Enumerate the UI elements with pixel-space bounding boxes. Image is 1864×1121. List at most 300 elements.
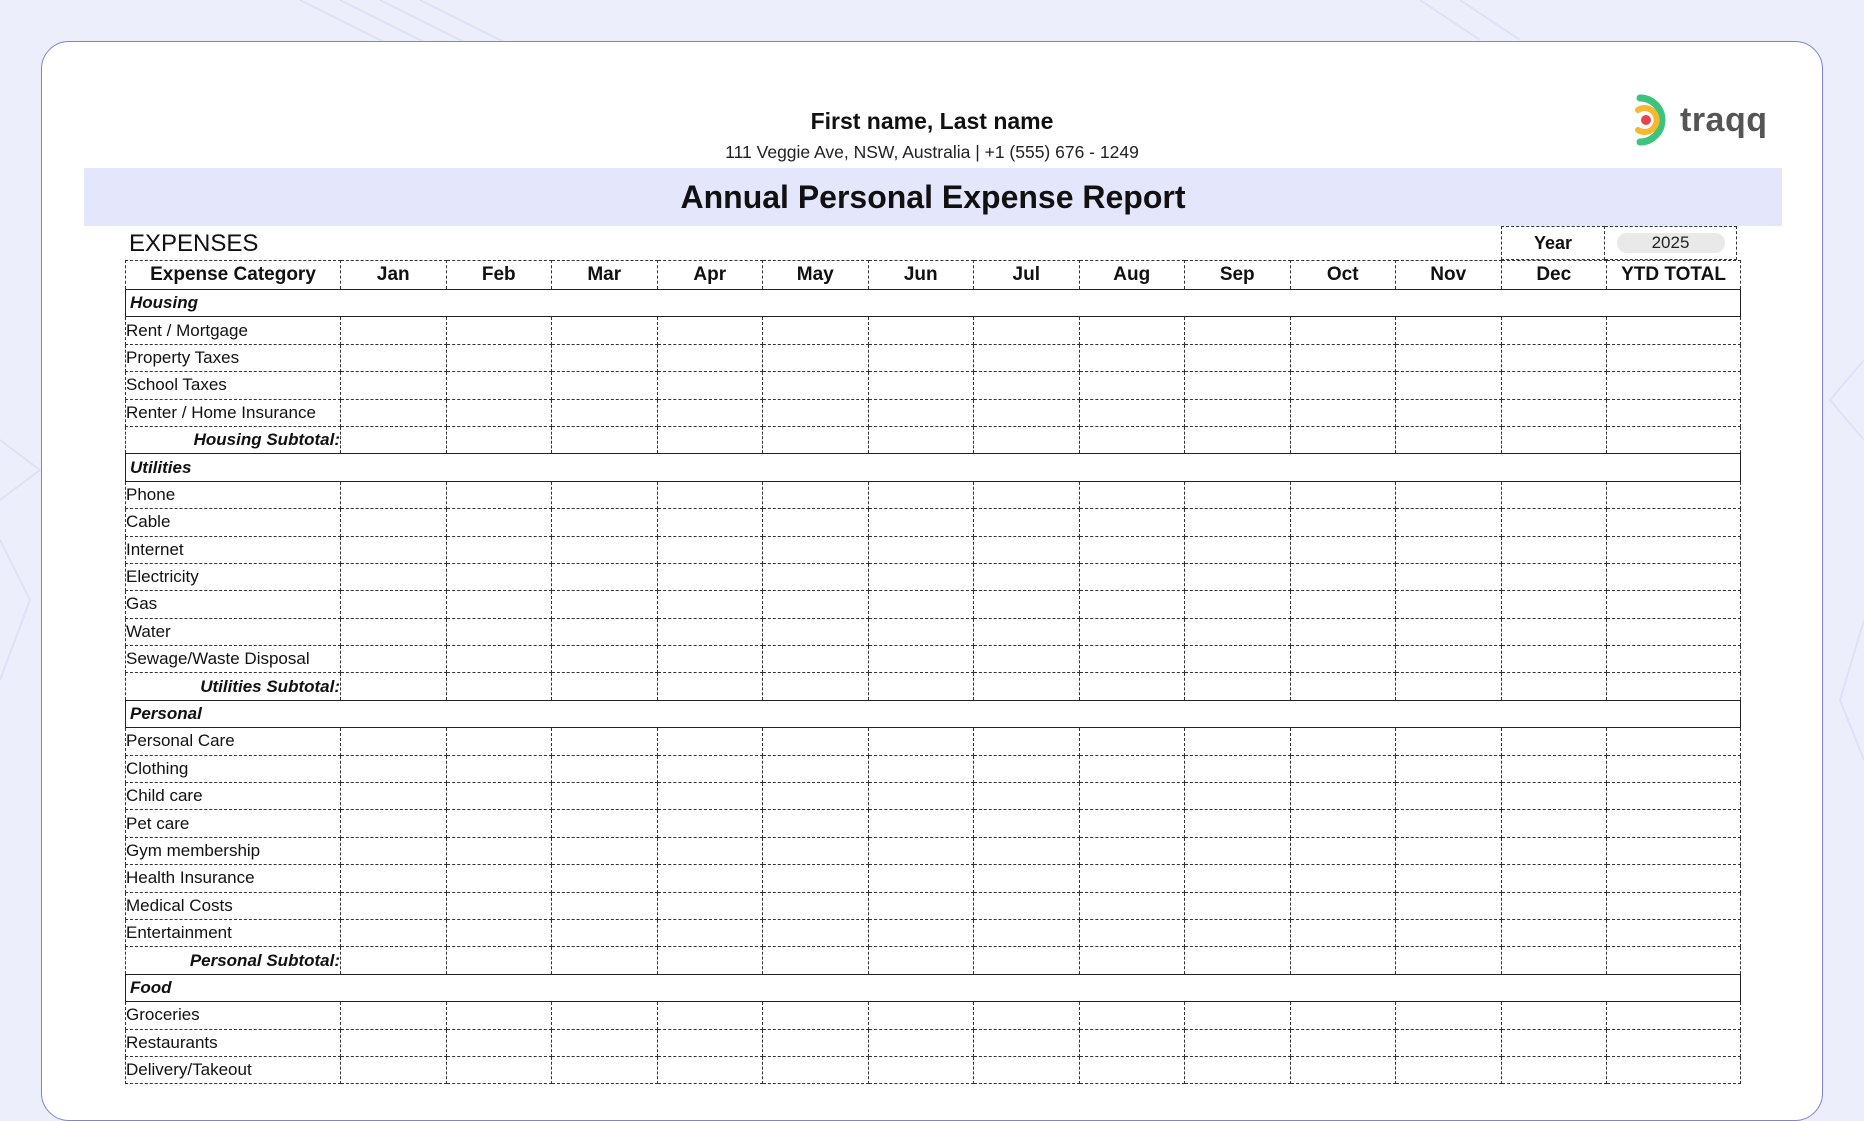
value-cell[interactable] [763,646,869,673]
value-cell[interactable] [1396,618,1502,645]
value-cell[interactable] [763,1002,869,1029]
value-cell[interactable] [1079,317,1185,344]
value-cell[interactable] [1396,399,1502,426]
value-cell[interactable] [1079,837,1185,864]
value-cell[interactable] [974,673,1080,700]
value-cell[interactable] [1501,783,1607,810]
value-cell[interactable] [763,755,869,782]
value-cell[interactable] [1290,481,1396,508]
value-cell[interactable] [1396,563,1502,590]
value-cell[interactable] [1079,344,1185,371]
value-cell[interactable] [1607,1056,1741,1083]
value-cell[interactable] [657,865,763,892]
value-cell[interactable] [657,673,763,700]
value-cell[interactable] [552,1002,658,1029]
value-cell[interactable] [1079,783,1185,810]
value-cell[interactable] [974,1029,1080,1056]
value-cell[interactable] [1501,728,1607,755]
value-cell[interactable] [657,646,763,673]
value-cell[interactable] [1290,1029,1396,1056]
value-cell[interactable] [552,563,658,590]
value-cell[interactable] [763,317,869,344]
value-cell[interactable] [1396,591,1502,618]
value-cell[interactable] [974,646,1080,673]
value-cell[interactable] [1290,673,1396,700]
value-cell[interactable] [341,399,447,426]
value-cell[interactable] [1079,372,1185,399]
value-cell[interactable] [552,1056,658,1083]
value-cell[interactable] [1607,1029,1741,1056]
value-cell[interactable] [341,317,447,344]
value-cell[interactable] [657,755,763,782]
value-cell[interactable] [446,344,552,371]
value-cell[interactable] [974,344,1080,371]
value-cell[interactable] [1607,947,1741,974]
value-cell[interactable] [974,892,1080,919]
value-cell[interactable] [1185,837,1291,864]
value-cell[interactable] [446,755,552,782]
value-cell[interactable] [1079,481,1185,508]
value-cell[interactable] [1501,426,1607,453]
value-cell[interactable] [1290,536,1396,563]
value-cell[interactable] [1290,755,1396,782]
value-cell[interactable] [868,755,974,782]
value-cell[interactable] [1290,426,1396,453]
value-cell[interactable] [1185,783,1291,810]
value-cell[interactable] [868,1002,974,1029]
value-cell[interactable] [1501,618,1607,645]
value-cell[interactable] [552,509,658,536]
value-cell[interactable] [552,810,658,837]
value-cell[interactable] [868,947,974,974]
value-cell[interactable] [657,536,763,563]
value-cell[interactable] [763,810,869,837]
value-cell[interactable] [868,509,974,536]
value-cell[interactable] [763,591,869,618]
value-cell[interactable] [868,536,974,563]
value-cell[interactable] [1079,673,1185,700]
value-cell[interactable] [341,810,447,837]
value-cell[interactable] [1079,536,1185,563]
value-cell[interactable] [446,481,552,508]
value-cell[interactable] [446,618,552,645]
value-cell[interactable] [1185,536,1291,563]
value-cell[interactable] [1396,755,1502,782]
value-cell[interactable] [446,673,552,700]
value-cell[interactable] [552,481,658,508]
value-cell[interactable] [1396,919,1502,946]
value-cell[interactable] [974,426,1080,453]
value-cell[interactable] [446,892,552,919]
value-cell[interactable] [446,536,552,563]
value-cell[interactable] [1607,755,1741,782]
value-cell[interactable] [1501,1002,1607,1029]
value-cell[interactable] [1501,1029,1607,1056]
value-cell[interactable] [974,1056,1080,1083]
value-cell[interactable] [552,536,658,563]
value-cell[interactable] [1079,947,1185,974]
value-cell[interactable] [446,646,552,673]
value-cell[interactable] [1607,783,1741,810]
value-cell[interactable] [1501,810,1607,837]
value-cell[interactable] [1079,509,1185,536]
value-cell[interactable] [1501,865,1607,892]
value-cell[interactable] [763,618,869,645]
value-cell[interactable] [1290,837,1396,864]
value-cell[interactable] [1079,919,1185,946]
value-cell[interactable] [341,646,447,673]
value-cell[interactable] [974,865,1080,892]
value-cell[interactable] [1501,591,1607,618]
value-cell[interactable] [1079,646,1185,673]
value-cell[interactable] [763,919,869,946]
value-cell[interactable] [763,1029,869,1056]
value-cell[interactable] [657,509,763,536]
value-cell[interactable] [1396,509,1502,536]
value-cell[interactable] [868,563,974,590]
value-cell[interactable] [552,728,658,755]
value-cell[interactable] [1501,481,1607,508]
value-cell[interactable] [1185,509,1291,536]
value-cell[interactable] [763,1056,869,1083]
value-cell[interactable] [974,947,1080,974]
value-cell[interactable] [1396,481,1502,508]
value-cell[interactable] [1185,865,1291,892]
value-cell[interactable] [868,810,974,837]
value-cell[interactable] [763,536,869,563]
value-cell[interactable] [1396,947,1502,974]
value-cell[interactable] [763,563,869,590]
value-cell[interactable] [552,755,658,782]
value-cell[interactable] [341,1029,447,1056]
value-cell[interactable] [1607,344,1741,371]
value-cell[interactable] [657,1056,763,1083]
value-cell[interactable] [1185,919,1291,946]
value-cell[interactable] [1396,837,1502,864]
value-cell[interactable] [341,563,447,590]
value-cell[interactable] [974,919,1080,946]
value-cell[interactable] [446,317,552,344]
value-cell[interactable] [657,892,763,919]
value-cell[interactable] [1396,426,1502,453]
value-cell[interactable] [868,1056,974,1083]
value-cell[interactable] [868,372,974,399]
value-cell[interactable] [1185,426,1291,453]
value-cell[interactable] [1185,372,1291,399]
value-cell[interactable] [763,947,869,974]
value-cell[interactable] [974,481,1080,508]
value-cell[interactable] [341,481,447,508]
value-cell[interactable] [1290,317,1396,344]
value-cell[interactable] [763,783,869,810]
value-cell[interactable] [1501,372,1607,399]
value-cell[interactable] [1185,1002,1291,1029]
value-cell[interactable] [657,783,763,810]
value-cell[interactable] [657,810,763,837]
value-cell[interactable] [657,399,763,426]
value-cell[interactable] [763,673,869,700]
value-cell[interactable] [974,591,1080,618]
value-cell[interactable] [446,1056,552,1083]
value-cell[interactable] [1396,372,1502,399]
value-cell[interactable] [1607,536,1741,563]
value-cell[interactable] [1290,618,1396,645]
value-cell[interactable] [763,892,869,919]
value-cell[interactable] [1079,810,1185,837]
value-cell[interactable] [341,536,447,563]
value-cell[interactable] [1290,865,1396,892]
value-cell[interactable] [1185,1029,1291,1056]
value-cell[interactable] [1396,865,1502,892]
value-cell[interactable] [341,837,447,864]
value-cell[interactable] [341,892,447,919]
value-cell[interactable] [1396,1056,1502,1083]
value-cell[interactable] [1607,728,1741,755]
value-cell[interactable] [446,591,552,618]
value-cell[interactable] [1185,755,1291,782]
value-cell[interactable] [1290,919,1396,946]
value-cell[interactable] [446,947,552,974]
value-cell[interactable] [974,536,1080,563]
value-cell[interactable] [446,919,552,946]
value-cell[interactable] [1079,728,1185,755]
value-cell[interactable] [763,372,869,399]
value-cell[interactable] [1185,673,1291,700]
value-cell[interactable] [974,372,1080,399]
value-cell[interactable] [341,509,447,536]
year-value[interactable]: 2025 [1617,233,1725,253]
value-cell[interactable] [974,783,1080,810]
value-cell[interactable] [1290,947,1396,974]
value-cell[interactable] [1185,1056,1291,1083]
value-cell[interactable] [446,783,552,810]
value-cell[interactable] [657,481,763,508]
value-cell[interactable] [1501,1056,1607,1083]
value-cell[interactable] [1501,837,1607,864]
value-cell[interactable] [1185,947,1291,974]
value-cell[interactable] [341,591,447,618]
value-cell[interactable] [341,426,447,453]
value-cell[interactable] [1079,618,1185,645]
value-cell[interactable] [1185,591,1291,618]
value-cell[interactable] [1607,481,1741,508]
value-cell[interactable] [868,481,974,508]
value-cell[interactable] [1607,372,1741,399]
value-cell[interactable] [446,837,552,864]
value-cell[interactable] [974,837,1080,864]
value-cell[interactable] [1290,399,1396,426]
value-cell[interactable] [1290,728,1396,755]
value-cell[interactable] [552,344,658,371]
value-cell[interactable] [1396,536,1502,563]
value-cell[interactable] [1607,509,1741,536]
value-cell[interactable] [1396,783,1502,810]
value-cell[interactable] [657,728,763,755]
value-cell[interactable] [868,426,974,453]
value-cell[interactable] [446,810,552,837]
value-cell[interactable] [763,837,869,864]
value-cell[interactable] [1396,1029,1502,1056]
value-cell[interactable] [1290,1056,1396,1083]
value-cell[interactable] [763,399,869,426]
value-cell[interactable] [1185,810,1291,837]
value-cell[interactable] [1501,399,1607,426]
value-cell[interactable] [657,563,763,590]
value-cell[interactable] [657,591,763,618]
value-cell[interactable] [974,399,1080,426]
value-cell[interactable] [1607,810,1741,837]
value-cell[interactable] [657,919,763,946]
value-cell[interactable] [1290,810,1396,837]
value-cell[interactable] [657,372,763,399]
value-cell[interactable] [1501,563,1607,590]
value-cell[interactable] [446,1002,552,1029]
value-cell[interactable] [868,837,974,864]
value-cell[interactable] [1079,1002,1185,1029]
year-value-cell[interactable] [1605,226,1737,260]
value-cell[interactable] [1501,344,1607,371]
value-cell[interactable] [1607,865,1741,892]
value-cell[interactable] [446,728,552,755]
value-cell[interactable] [1607,426,1741,453]
value-cell[interactable] [1501,646,1607,673]
value-cell[interactable] [1396,317,1502,344]
value-cell[interactable] [552,399,658,426]
value-cell[interactable] [341,865,447,892]
value-cell[interactable] [552,837,658,864]
value-cell[interactable] [974,755,1080,782]
value-cell[interactable] [1501,317,1607,344]
value-cell[interactable] [868,317,974,344]
value-cell[interactable] [552,1029,658,1056]
value-cell[interactable] [1607,563,1741,590]
value-cell[interactable] [1607,646,1741,673]
value-cell[interactable] [763,509,869,536]
value-cell[interactable] [446,563,552,590]
value-cell[interactable] [657,426,763,453]
value-cell[interactable] [1501,536,1607,563]
value-cell[interactable] [1607,673,1741,700]
value-cell[interactable] [552,618,658,645]
value-cell[interactable] [1396,673,1502,700]
value-cell[interactable] [657,618,763,645]
value-cell[interactable] [1079,591,1185,618]
value-cell[interactable] [1290,372,1396,399]
value-cell[interactable] [1396,1002,1502,1029]
value-cell[interactable] [1501,892,1607,919]
value-cell[interactable] [1079,755,1185,782]
value-cell[interactable] [974,1002,1080,1029]
value-cell[interactable] [763,865,869,892]
value-cell[interactable] [1396,646,1502,673]
value-cell[interactable] [974,618,1080,645]
value-cell[interactable] [1607,837,1741,864]
value-cell[interactable] [868,618,974,645]
value-cell[interactable] [868,728,974,755]
value-cell[interactable] [552,646,658,673]
value-cell[interactable] [341,783,447,810]
value-cell[interactable] [1607,399,1741,426]
value-cell[interactable] [763,426,869,453]
value-cell[interactable] [657,947,763,974]
value-cell[interactable] [657,344,763,371]
value-cell[interactable] [868,865,974,892]
value-cell[interactable] [552,919,658,946]
value-cell[interactable] [1079,563,1185,590]
value-cell[interactable] [341,1002,447,1029]
value-cell[interactable] [1290,591,1396,618]
value-cell[interactable] [552,947,658,974]
value-cell[interactable] [446,1029,552,1056]
value-cell[interactable] [1290,892,1396,919]
value-cell[interactable] [341,919,447,946]
value-cell[interactable] [1607,317,1741,344]
value-cell[interactable] [1079,865,1185,892]
value-cell[interactable] [1185,646,1291,673]
value-cell[interactable] [868,591,974,618]
value-cell[interactable] [1607,1002,1741,1029]
value-cell[interactable] [868,344,974,371]
value-cell[interactable] [1079,426,1185,453]
value-cell[interactable] [1079,1056,1185,1083]
value-cell[interactable] [1501,673,1607,700]
value-cell[interactable] [446,509,552,536]
value-cell[interactable] [1185,399,1291,426]
value-cell[interactable] [1185,728,1291,755]
value-cell[interactable] [1396,344,1502,371]
value-cell[interactable] [552,372,658,399]
value-cell[interactable] [1079,399,1185,426]
value-cell[interactable] [341,344,447,371]
value-cell[interactable] [552,591,658,618]
value-cell[interactable] [868,892,974,919]
value-cell[interactable] [974,728,1080,755]
value-cell[interactable] [763,728,869,755]
value-cell[interactable] [657,1029,763,1056]
value-cell[interactable] [1607,618,1741,645]
value-cell[interactable] [1079,1029,1185,1056]
value-cell[interactable] [1396,810,1502,837]
value-cell[interactable] [1607,892,1741,919]
value-cell[interactable] [1607,591,1741,618]
value-cell[interactable] [552,783,658,810]
value-cell[interactable] [446,426,552,453]
value-cell[interactable] [341,1056,447,1083]
value-cell[interactable] [1501,947,1607,974]
value-cell[interactable] [552,673,658,700]
value-cell[interactable] [1185,481,1291,508]
value-cell[interactable] [1501,509,1607,536]
value-cell[interactable] [974,563,1080,590]
value-cell[interactable] [868,646,974,673]
value-cell[interactable] [552,317,658,344]
value-cell[interactable] [1607,919,1741,946]
value-cell[interactable] [341,728,447,755]
value-cell[interactable] [974,317,1080,344]
value-cell[interactable] [974,810,1080,837]
value-cell[interactable] [552,426,658,453]
value-cell[interactable] [446,865,552,892]
value-cell[interactable] [1290,563,1396,590]
value-cell[interactable] [1290,344,1396,371]
value-cell[interactable] [868,399,974,426]
value-cell[interactable] [1396,728,1502,755]
value-cell[interactable] [1185,892,1291,919]
value-cell[interactable] [341,755,447,782]
value-cell[interactable] [868,673,974,700]
value-cell[interactable] [341,618,447,645]
value-cell[interactable] [1290,646,1396,673]
